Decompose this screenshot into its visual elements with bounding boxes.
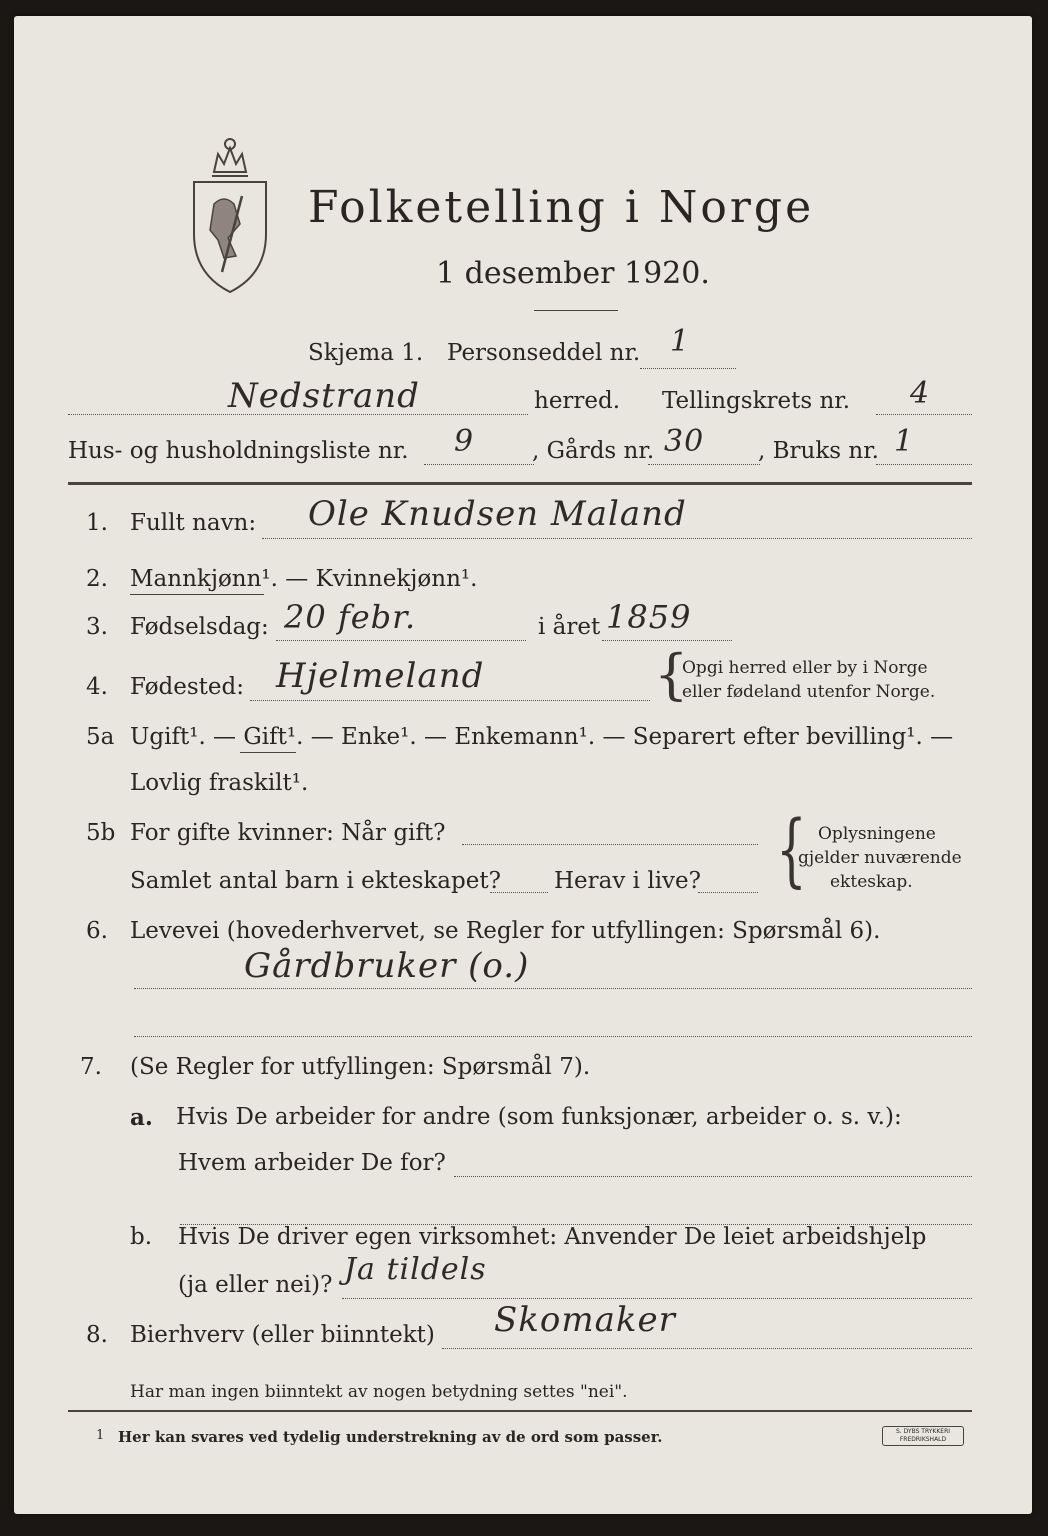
q5b-label2: Samlet antal barn i ekteskapet? [130, 868, 501, 894]
q5b-note-2: gjelder nuværende [798, 848, 962, 868]
census-form [14, 16, 1032, 1514]
q6-field-1 [134, 988, 972, 989]
q7b-letter: b. [130, 1224, 153, 1250]
q5a-underline [240, 752, 296, 753]
q7a-field-1 [454, 1176, 972, 1177]
q5a-line1: Ugift¹. — Gift¹. — Enke¹. — Enkemann¹. — Separert efter bevilling¹. — [130, 724, 954, 750]
footnote-text: Her kan svares ved tydelig understrekning av de ord som passer. [118, 1428, 663, 1446]
q5a-line2: Lovlig fraskilt¹. [130, 770, 309, 796]
q5b-brace: { [776, 803, 807, 896]
q1-label: Fullt navn: [130, 510, 257, 536]
footer-note: Har man ingen biinntekt av nogen betydning settes "nei". [130, 1382, 628, 1402]
gards-field [648, 464, 760, 465]
q8-field [442, 1348, 972, 1349]
q3-number: 3. [86, 614, 108, 640]
bruks-value: 1 [894, 424, 915, 459]
tellingskrets-label: Tellingskrets nr. [662, 388, 851, 414]
q8-number: 8. [86, 1322, 108, 1348]
q4-label: Fødested: [130, 674, 245, 700]
q7b-line2: (ja eller nei)? [178, 1272, 333, 1298]
q5b-label3: Herav i live? [554, 868, 701, 894]
q5b-married-field [462, 844, 758, 845]
q4-field [250, 700, 650, 701]
coat-of-arms-icon [184, 134, 276, 296]
q2-number: 2. [86, 566, 108, 592]
q7a-line2: Hvem arbeider De for? [178, 1150, 446, 1176]
form-title: Folketelling i Norge [308, 182, 815, 233]
header-divider [68, 482, 972, 485]
q5b-note-3: ekteskap. [830, 872, 913, 892]
q7b-value: Ja tildels [344, 1252, 487, 1287]
q7-number: 7. [80, 1054, 102, 1080]
q7-label: (Se Regler for utfyllingen: Spørsmål 7). [130, 1054, 591, 1080]
q4-note-1: Opgi herred eller by i Norge [682, 658, 928, 678]
q4-brace: { [654, 643, 689, 706]
personseddel-field [640, 368, 736, 369]
q5a-number: 5a [86, 724, 115, 750]
hus-label: Hus- og husholdningsliste nr. [68, 438, 409, 464]
gards-value: 30 [664, 424, 705, 459]
q5b-label1: For gifte kvinner: Når gift? [130, 820, 446, 846]
tellingskrets-value: 4 [910, 376, 931, 411]
q7b-line1: Hvis De driver egen virksomhet: Anvender De leiet arbeidshjelp [178, 1224, 927, 1250]
q3-label: Fødselsdag: [130, 614, 269, 640]
q6-label: Levevei (hovederhvervet, se Regler for utfyllingen: Spørsmål 6). [130, 918, 881, 944]
q3-year-field [602, 640, 732, 641]
q5b-alive-field [698, 892, 758, 893]
q4-value: Hjelmeland [276, 656, 485, 696]
q5b-number: 5b [86, 820, 116, 846]
printer-stamp-text: S. DYBS TRYKKERI FREDRIKSHALD [895, 1428, 951, 1443]
q7a-letter: a. [130, 1104, 153, 1131]
q8-value: Skomaker [494, 1300, 676, 1340]
q5b-note-1: Oplysningene [818, 824, 936, 844]
q1-value: Ole Knudsen Maland [308, 494, 687, 534]
title-divider [534, 310, 618, 311]
schema-label: Skjema 1. [308, 340, 424, 366]
q6-value: Gårdbruker (o.) [244, 946, 530, 986]
q4-note-2: eller fødeland utenfor Norge. [682, 682, 936, 702]
tellingskrets-field [876, 414, 972, 415]
personseddel-value: 1 [670, 324, 691, 359]
hus-field [424, 464, 534, 465]
herred-label: herred. [534, 388, 621, 414]
q5b-children-field [490, 892, 548, 893]
q1-number: 1. [86, 510, 108, 536]
personseddel-label: Personseddel nr. [447, 340, 641, 366]
bruks-field [876, 464, 972, 465]
q3-value: 20 febr. [284, 598, 417, 636]
q3-year-label: i året [538, 614, 601, 640]
gards-label: , Gårds nr. [532, 438, 655, 464]
q2-label: Mannkjønn¹. — Kvinnekjønn¹. [130, 566, 478, 592]
q7a-line1: Hvis De arbeider for andre (som funksjonær, arbeider o. s. v.): [176, 1104, 902, 1130]
printer-stamp [882, 1426, 964, 1446]
q6-field-2 [134, 1036, 972, 1037]
q2-underline [130, 594, 264, 595]
q3-date-field [276, 640, 526, 641]
bruks-label: , Bruks nr. [758, 438, 879, 464]
footer-divider [68, 1410, 972, 1412]
q3-year-value: 1859 [606, 598, 692, 636]
q1-field [262, 538, 972, 539]
q6-number: 6. [86, 918, 108, 944]
q7b-field [342, 1298, 972, 1299]
q4-number: 4. [86, 674, 108, 700]
form-date: 1 desember 1920. [436, 256, 710, 291]
hus-value: 9 [454, 424, 475, 459]
footnote-mark: 1 [96, 1428, 105, 1443]
herred-value: Nedstrand [228, 376, 420, 416]
q8-label: Bierhverv (eller biinntekt) [130, 1322, 435, 1348]
